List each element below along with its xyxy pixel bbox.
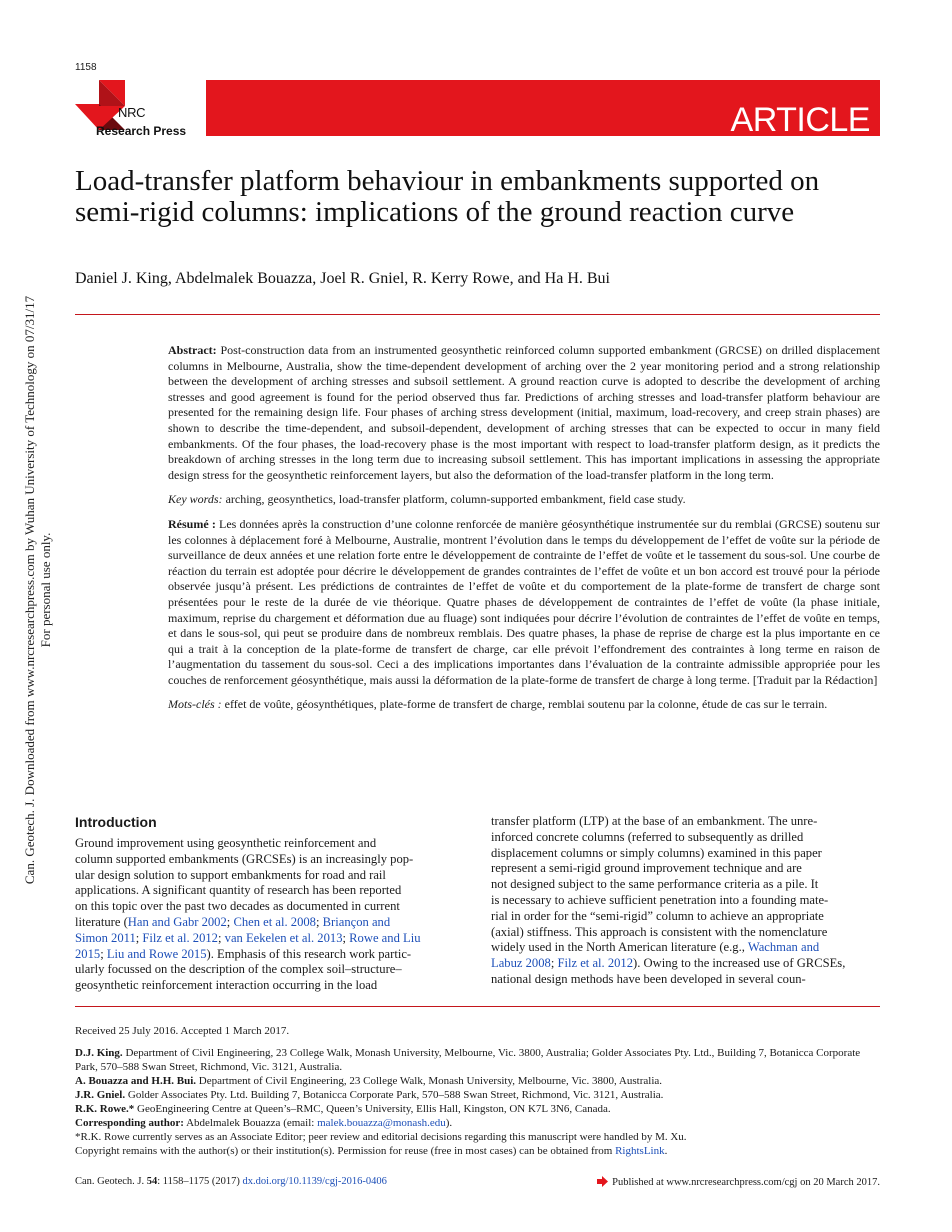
text-line — [491, 814, 880, 830]
key-words-label: Key words: — [168, 492, 223, 507]
text-line — [491, 893, 880, 909]
download-notice-line1: Can. Geotech. J. Downloaded from www.nrcresearchpress.com by Wuhan University of Technology on 07/31/17 — [22, 295, 37, 885]
citation-link[interactable]: Simon 2011 — [75, 930, 136, 945]
text-line — [75, 915, 464, 931]
abstract-block — [168, 343, 880, 713]
text-segment: ; — [342, 930, 350, 945]
abstract-text: Post-construction data from an instrumented geosynthetic reinforced column supported embankment (GRCSE) on drilled displacement columns in Melbourne, Australia, show the time-dependent development of arching over the 2 year monitoring period and a strong relationship between the development of arching stresses and subsoil settlement. A ground reaction curve is adopted to describe the development of arching stresses and good agreement is found for the period observed thus far. Predictions of arching stresses and load-transfer platform behaviour are presented for the remaining design life. Four phases of arching stress development (initial, maximum, load-recovery, and creep strain phases) are shown to describe the time-dependent, and subsoil-dependent, development of arching stresses that can be expected to occur in many field embankments. Of the four phases, the load-recovery phase is the most important with respect to load-transfer platform design, as it predicts the breakdown of arching stresses in the long term due to increasing subsoil settlement. This has important implications in assessing the appropriate design stress for the geosynthetic reinforcement layers, but also the deformation of the load-transfer platform in the long term. — [168, 343, 881, 482]
citation-link[interactable]: Labuz 2008 — [491, 956, 551, 971]
text-segment: not designed subject to the same performance criteria as a pile. It — [491, 877, 819, 892]
text-segment: inforced concrete columns (referred to subsequently as drilled — [491, 829, 804, 844]
corresponding-email-link[interactable]: malek.bouazza@monash.edu — [317, 1117, 446, 1129]
abstract — [168, 343, 880, 483]
text-line — [491, 909, 880, 925]
text-segment: ; — [135, 930, 143, 945]
text-segment: literature ( — [75, 914, 128, 929]
text-segment: ). Owing to the increased use of GRCSEs, — [633, 956, 846, 971]
affiliation-name: R.K. Rowe.* — [75, 1103, 135, 1115]
text-line — [75, 947, 464, 963]
published-footer — [558, 1176, 880, 1188]
text-segment: ularly focussed on the description of the complex soil–structure– — [75, 962, 402, 977]
text-line — [491, 956, 880, 972]
article-label: ARTICLE — [730, 101, 870, 139]
journal-volume: 54 — [146, 1176, 158, 1187]
mots-cles-label: Mots-clés : — [168, 697, 222, 712]
abstract-label: Abstract: — [168, 343, 217, 357]
text-line — [75, 978, 464, 994]
download-notice-line2: For personal use only. — [38, 532, 53, 648]
article-title: Load-transfer platform behaviour in embankments supported on semi-rigid columns: implications of the ground reaction curve — [75, 165, 820, 228]
doi-link[interactable]: dx.doi.org/10.1139/cgj-2016-0406 — [242, 1176, 387, 1187]
text-line — [75, 931, 464, 947]
text-segment: ). Emphasis of this research work partic- — [206, 946, 412, 961]
text-line — [75, 899, 464, 915]
text-line — [491, 861, 880, 877]
text-segment: ; — [100, 946, 107, 961]
text-line — [491, 877, 880, 893]
resume — [168, 517, 880, 689]
affiliation-gniel — [75, 1088, 880, 1102]
text-segment: geosynthetic reinforcement interaction occurring in the load — [75, 978, 378, 993]
affiliation-rowe — [75, 1102, 880, 1116]
text-segment: on this topic over the past two decades as documented in current — [75, 899, 400, 914]
intro-left-column — [75, 836, 464, 994]
text-line — [491, 925, 880, 941]
text-segment: applications. A significant quantity of research has been reported — [75, 883, 402, 898]
text-segment: rial in order for the “semi-rigid” column to achieve an appropriate — [491, 908, 824, 923]
text-line — [75, 868, 464, 884]
citation-footer — [75, 1176, 387, 1187]
text-segment: widely used in the North American literature (e.g., — [491, 940, 748, 955]
citation-link[interactable]: Rowe and Liu — [349, 930, 421, 945]
affiliation-bouazza-bui — [75, 1074, 880, 1088]
text-segment: ; — [217, 930, 225, 945]
text-segment: displacement columns or simply columns) examined in this paper — [491, 845, 822, 860]
page-number: 1158 — [75, 62, 97, 73]
affiliation-name: A. Bouazza and H.H. Bui. — [75, 1075, 197, 1087]
corresponding-end: ). — [445, 1117, 453, 1129]
text-segment: national design methods have been developed in several coun- — [491, 971, 806, 986]
text-line — [491, 830, 880, 846]
citation-link[interactable]: Filz et al. 2012 — [142, 930, 218, 945]
text-line — [491, 940, 880, 956]
affiliation-name: D.J. King. — [75, 1047, 123, 1059]
editor-note: *R.K. Rowe currently serves as an Associate Editor; peer review and editorial decisions regarding this manuscript were handled by M. Xu. — [75, 1131, 687, 1143]
mots-cles-text: effet de voûte, géosynthétiques, plate-forme de transfert de charge, remblai soutenu par la colonne, étude de cas sur le terrain. — [224, 697, 828, 712]
citation-link[interactable]: 2015 — [75, 946, 101, 961]
received-dates: Received 25 July 2016. Accepted 1 March 2017. — [75, 1025, 290, 1037]
text-line — [491, 846, 880, 862]
text-segment: ular design solution to support embankments for road and rail — [75, 867, 386, 882]
affiliation-text: Department of Civil Engineering, 23 College Walk, Monash University, Melbourne, Vic. 3800, Australia. — [198, 1075, 663, 1087]
publisher-name: NRC — [118, 105, 146, 120]
publisher-subname: Research Press — [96, 124, 187, 138]
key-words — [168, 492, 880, 508]
published-text: Published at www.nrcresearchpress.com/cgj on 20 March 2017. — [612, 1177, 880, 1188]
affiliation-text: GeoEngineering Centre at Queen’s–RMC, Queen’s University, Ellis Hall, Kingston, ON K7L 3N6, Canada. — [137, 1103, 611, 1115]
corresponding-label: Corresponding author: — [75, 1117, 184, 1129]
text-line — [75, 836, 464, 852]
citation-link[interactable]: Liu and Rowe 2015 — [106, 946, 207, 961]
text-segment: Ground improvement using geosynthetic reinforcement and — [75, 836, 377, 850]
citation-link[interactable]: Filz et al. 2012 — [557, 956, 634, 971]
title-divider — [75, 314, 880, 315]
text-segment: (axial) stiffness. This approach is consistent with the nomenclature — [491, 924, 828, 939]
copyright-note — [75, 1144, 880, 1158]
resume-text: Les données après la construction d’une colonne renforcée de manière géosynthétique instrumentée sur du remblai (GRCSE) soutenu sur les colonnes à déplacement foré à Melbourne, Australie, montrent l’évolution dans le temps du développement de l’effet de voûte sur la période de surveillance de deux années et une relation forte entre le développement de contrainte de l’effet de voûte et le tassement du sous-sol. Une courbe de réaction du terrain est adoptée pour décrire le développement de grandes contraintes de l’effet de voûte et un bon accord est trouvé pour la période observée jusqu’à présent. Les prédictions de contraintes de l’effet de voûte et du comportement de la plate-forme de transfert de charge sont présentées pour le reste de la durée de vie théorique. Quatre phases de développement de contraintes de l’effet de voûte (la phase initiale, maximum, reprise du chargement et déformation due au fluage) sont indiquées pour décrire l’évolution de contraintes de l’effet de voûte en temps, et dans le sous-sol, qui peut se produire dans de nombreux remblais. Des quatre phases, la phase de reprise de charge est la plus importante en ce qui a trait à la conception de la plate-forme de transfert de charge, car elle prévoit l’effondrement des contraintes à long terme en raison de l’augmentation du tassement du sous-sol. Ceci a des implications importantes dans l’évaluation de la contrainte admissible appropriée pour les couches de renforcement géosynthétique, mais aussi la déformation de la plate-forme de transfert de charge à long terme. [Traduit par la Rédaction] — [168, 516, 880, 687]
text-line — [75, 852, 464, 868]
affiliation-king — [75, 1046, 880, 1074]
citation-link[interactable]: Wachman and — [747, 940, 820, 955]
nrc-arrow-icon — [597, 1176, 608, 1187]
intro-right-column — [491, 814, 880, 988]
affiliation-name: J.R. Gniel. — [75, 1089, 126, 1101]
journal-abbrev: Can. Geotech. J. — [75, 1176, 145, 1187]
text-segment: ; — [226, 914, 234, 929]
text-segment: column supported embankments (GRCSEs) is an increasingly pop- — [75, 851, 414, 866]
text-line — [491, 972, 880, 988]
citation-link[interactable]: Briançon and — [322, 914, 391, 929]
text-segment: represent a semi-rigid ground improvement technique and are — [491, 861, 802, 876]
mots-cles — [168, 697, 880, 713]
footnotes — [75, 1024, 880, 1158]
text-segment: is necessary to achieve sufficient penetration into a founding mate- — [491, 892, 829, 907]
journal-pages: : 1158–1175 (2017) — [157, 1176, 240, 1187]
text-segment: ; — [550, 956, 558, 971]
affiliation-text: Department of Civil Engineering, 23 College Walk, Monash University, Melbourne, Vic. 3800, Australia; Golder Associates Pty. Ltd., Building 7, Botanicca Corporate Park, 570–588 Swan Street, Richmond, Vic. 3121, Australia. — [75, 1047, 861, 1073]
citation-link[interactable]: van Eekelen et al. 2013 — [224, 930, 343, 945]
footnote-divider — [75, 1006, 880, 1007]
corresponding-author — [75, 1116, 880, 1130]
article-banner — [206, 80, 880, 139]
rightslink-link[interactable]: RightsLink — [615, 1145, 665, 1157]
copyright-end: . — [664, 1145, 668, 1157]
resume-label: Résumé : — [168, 516, 216, 531]
citation-link[interactable]: Chen et al. 2008 — [233, 914, 316, 929]
text-line — [75, 883, 464, 899]
citation-link[interactable]: Han and Gabr 2002 — [127, 914, 227, 929]
affiliation-text: Golder Associates Pty. Ltd. Building 7, Botanicca Corporate Park, 570–588 Swan Street, Richmond, Vic. 3121, Australia. — [127, 1089, 664, 1101]
key-words-text: arching, geosynthetics, load-transfer platform, column-supported embankment, field case study. — [225, 492, 686, 507]
copyright-text: Copyright remains with the author(s) or their institution(s). Permission for reuse (free in most cases) can be obtained from — [75, 1145, 616, 1157]
section-heading-introduction: Introduction — [75, 814, 157, 830]
text-segment: transfer platform (LTP) at the base of an embankment. The unre- — [491, 814, 818, 828]
text-segment: ; — [315, 914, 323, 929]
download-notice — [22, 220, 54, 960]
corresponding-text: Abdelmalek Bouazza (email: — [186, 1117, 318, 1129]
author-list: Daniel J. King, Abdelmalek Bouazza, Joel R. Gniel, R. Kerry Rowe, and Ha H. Bui — [75, 270, 610, 287]
text-line — [75, 962, 464, 978]
